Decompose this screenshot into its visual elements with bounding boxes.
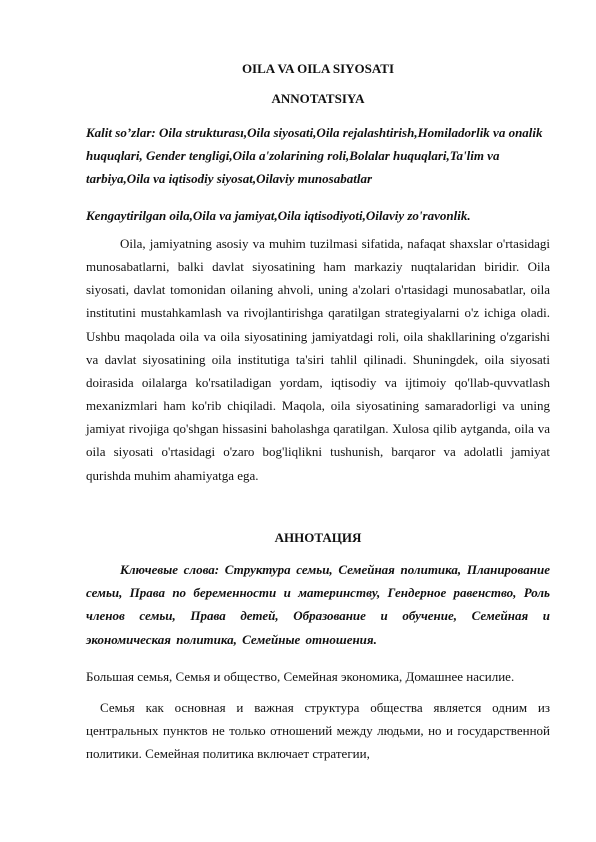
- keywords-ru-continued: Большая семья, Семья и общество, Семейная экономика, Домашнее насилие.: [86, 669, 515, 684]
- annotation-ru-heading: АННОТАЦИЯ: [274, 530, 362, 545]
- keywords-ru: Ключевые слова: Структура семьи, Семейная политика, Планирование семьи, Права по беременности и материнству, Гендерное равенство, Роль членов семьи, Права детей, Образование и обучение, Семейная и экономическая политика, Семейные отношения.: [86, 562, 550, 647]
- abstract-uz-paragraph: Oila, jamiyatning asosiy va muhim tuzilmasi sifatida, nafaqat shaxslar o'rtasidagi munosabatlarni, balki davlat siyosatining ham markaziy nuqtalaridan biridir. Oila siyosati, davlat tomonidan oilaning ahvoli, uning a'zolari o'rtasidagi munosabatlar, oila institutini mustahkamlash va rivojlantirishga qaratilgan strategiyalarni o'z ichiga oladi. Ushbu maqolada oila va oila siyosatining jamiyatdagi roli, oila shakllarining o'zgarishi va davlat siyosatining oila institutiga ta'siri tahlil qilinadi. Shuningdek, oila siyosati doirasida oilalarga ko'rsatiladigan yordam, iqtisodiy va ijtimoiy qo'llab-quvvatlash mexanizmlari ham ko'rib chiqiladi. Maqola, oila siyosatining samaradorligi va uning jamiyat rivojiga qo'shgan hissasini baholashga qaratilgan. Xulosa qilib aytganda, oila va oila siyosati o'rtasidagi o'zaro bog'liqlikni tushunish, barqaror va adolatli jamiyat qurishda muhim ahamiyatga ega.: [86, 236, 550, 483]
- annotation-uz-heading: ANNOTATSIYA: [271, 91, 365, 106]
- keywords-uz: Kalit so’zlar: Oila strukturası,Oila siyosati,Oila rejalashtirish,Homiladorlik va onalik huquqlari, Gender tengligi,Oila a'zolarining roli,Bolalar huquqlari,Ta'lim va tarbiya,Oila va iqtisodiy siyosat,Oilaviy munosabatlar: [86, 125, 543, 186]
- keywords-uz-continued: Kengaytirilgan oila,Oila va jamiyat,Oila iqtisodiyoti,Oilaviy zo'ravonlik.: [86, 208, 471, 223]
- document-title: OILA VA OILA SIYOSATI: [241, 61, 395, 76]
- body-ru-paragraph: Семья как основная и важная структура общества является одним из центральных пунктов не только отношений между людьми, но и государственной политики. Семейная политика включает стратегии,: [86, 700, 550, 762]
